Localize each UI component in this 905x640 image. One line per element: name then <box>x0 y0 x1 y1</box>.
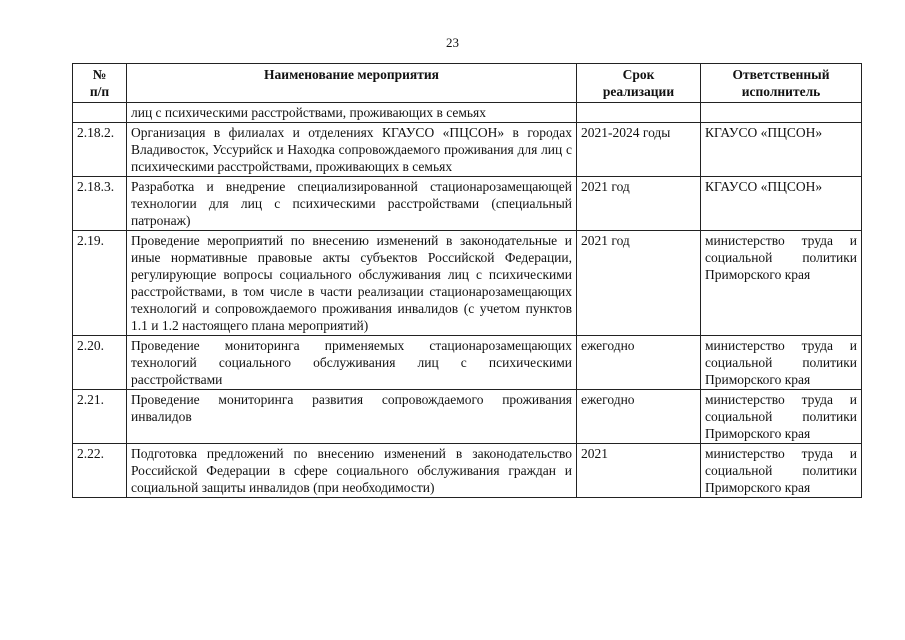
row-term: 2021 <box>577 444 701 498</box>
row-name: Разработка и внедрение специализированной стационарозамещающей технологии для лиц с психическими расстройствами (специальный патронаж) <box>127 177 577 231</box>
row-term: ежегодно <box>577 390 701 444</box>
row-number <box>73 103 127 123</box>
row-responsible: КГАУСО «ПЦСОН» <box>701 177 862 231</box>
header-term <box>577 64 701 103</box>
row-term: ежегодно <box>577 336 701 390</box>
row-term: 2021 год <box>577 177 701 231</box>
row-name: Проведение мониторинга применяемых стационарозамещающих технологий социального обслуживания лиц с психическими расстройствами <box>127 336 577 390</box>
row-name: Проведение мониторинга развития сопровождаемого проживания инвалидов <box>127 390 577 444</box>
table-row <box>73 444 862 498</box>
table-row <box>73 390 862 444</box>
header-number <box>73 64 127 103</box>
table-row <box>73 123 862 177</box>
row-term: 2021-2024 годы <box>577 123 701 177</box>
header-term-line1: Срок <box>622 67 655 82</box>
table-row <box>73 103 862 123</box>
row-responsible: министерство труда и социальной политики Приморского края <box>701 444 862 498</box>
row-term <box>577 103 701 123</box>
row-number: 2.22. <box>73 444 127 498</box>
row-name: Подготовка предложений по внесению изменений в законодательство Российской Федерации в сфере социального обслуживания граждан и социальной защиты инвалидов (при необходимости) <box>127 444 577 498</box>
table-row <box>73 336 862 390</box>
row-responsible: министерство труда и социальной политики Приморского края <box>701 231 862 336</box>
table-row <box>73 231 862 336</box>
header-number-line1: № <box>92 67 107 82</box>
page-number: 23 <box>446 35 459 50</box>
header-name: Наименование мероприятия <box>127 64 577 103</box>
row-responsible <box>701 103 862 123</box>
table-row <box>73 177 862 231</box>
row-responsible: министерство труда и социальной политики Приморского края <box>701 390 862 444</box>
header-number-line2: п/п <box>89 84 110 99</box>
row-number: 2.21. <box>73 390 127 444</box>
row-name: Организация в филиалах и отделениях КГАУСО «ПЦСОН» в городах Владивосток, Уссурийск и Находка сопровождаемого проживания для лиц с психическими расстройствами, проживающих в семьях <box>127 123 577 177</box>
row-responsible: министерство труда и социальной политики Приморского края <box>701 336 862 390</box>
row-number: 2.18.2. <box>73 123 127 177</box>
row-number: 2.20. <box>73 336 127 390</box>
header-responsible-line1: Ответственный <box>732 67 830 82</box>
row-term: 2021 год <box>577 231 701 336</box>
row-name: Проведение мероприятий по внесению изменений в законодательные и иные нормативные правовые акты субъектов Российской Федерации, регулирующие вопросы социального обслуживания лиц с психическими расстройствами, в том числе в части реализации стационарозамещающих технологий и сопровождаемого проживания инвалидов (с учетом пунктов 1.1 и 1.2 настоящего плана мероприятий) <box>127 231 577 336</box>
header-term-line2: реализации <box>602 84 675 99</box>
row-name: лиц с психическими расстройствами, проживающих в семьях <box>127 103 577 123</box>
measures-table <box>72 63 862 498</box>
header-responsible-line2: исполнитель <box>741 84 821 99</box>
row-number: 2.18.3. <box>73 177 127 231</box>
header-responsible <box>701 64 862 103</box>
table-header-row <box>73 64 862 103</box>
row-responsible: КГАУСО «ПЦСОН» <box>701 123 862 177</box>
row-number: 2.19. <box>73 231 127 336</box>
